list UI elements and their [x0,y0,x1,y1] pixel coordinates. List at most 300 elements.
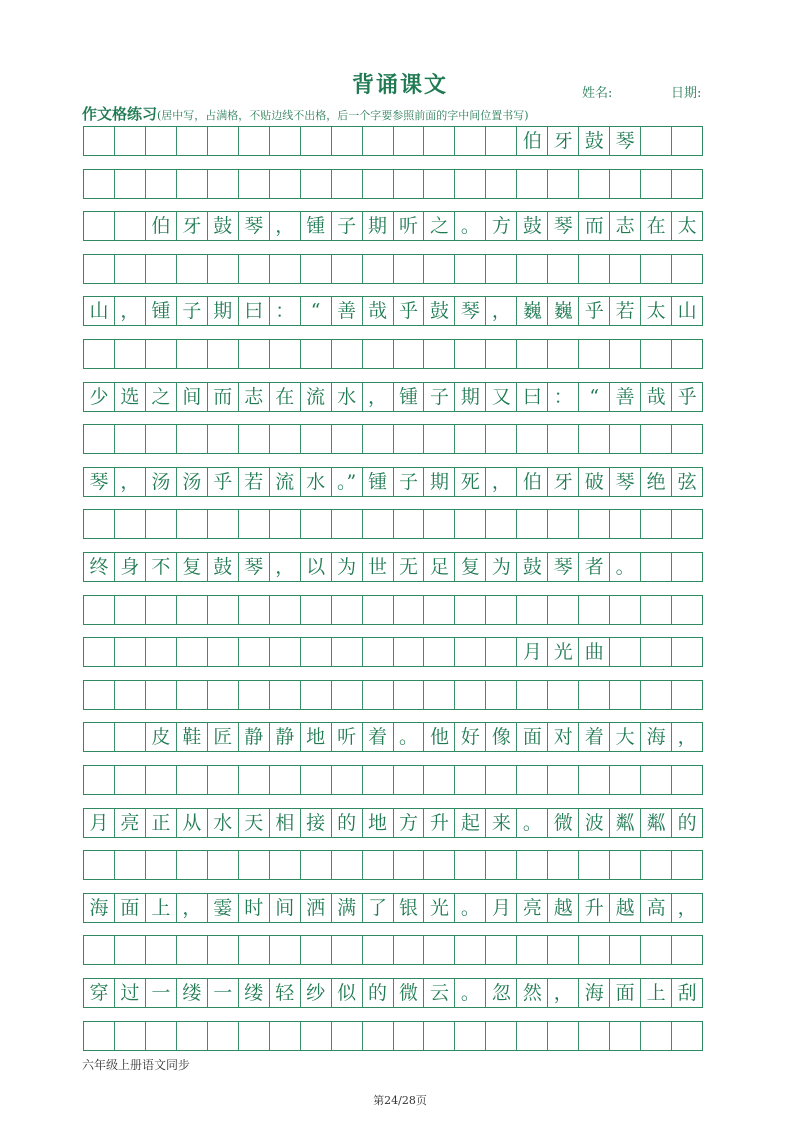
grid-row [83,722,703,752]
grid-cell [486,255,517,283]
grid-cell [579,681,610,709]
grid-cell [177,638,208,666]
grid-cell [270,170,301,198]
grid-cell [610,851,641,879]
grid-cell: 哉 [363,297,394,325]
grid-cell [672,170,702,198]
grid-cell: 轻 [270,979,301,1007]
grid-cell: 期 [208,297,239,325]
grid-cell: 山 [84,297,115,325]
grid-row [83,808,703,838]
grid-cell [455,638,486,666]
grid-cell: 为 [332,553,363,581]
grid-cell: 流 [301,383,332,411]
grid-cell [177,510,208,538]
grid-cell [641,255,672,283]
grid-cell [301,127,332,155]
grid-cell [208,170,239,198]
grid-cell [84,936,115,964]
grid-cell [177,127,208,155]
grid-cell [424,510,455,538]
grid-cell: 正 [146,809,177,837]
grid-cell [486,681,517,709]
grid-cell: 太 [641,297,672,325]
grid-cell: 乎 [579,297,610,325]
grid-cell: 间 [270,894,301,922]
grid-cell: 弦 [677,470,697,493]
grid-cell [84,255,115,283]
grid-row [83,850,703,880]
grid-cell: 越 [610,894,641,922]
grid-cell: 刮 [677,981,697,1004]
grid-cell: 终 [84,553,115,581]
grid-cell: 。 [455,212,486,240]
grid-cell: 面 [610,979,641,1007]
grid-cell: 亮 [517,894,548,922]
grid-cell [115,681,146,709]
grid-cell [610,638,641,666]
grid-cell: 少 [84,383,115,411]
grid-cell: 又 [486,383,517,411]
grid-cell [672,127,702,155]
grid-cell: 期 [424,468,455,496]
grid-cell [455,255,486,283]
grid-cell [301,851,332,879]
grid-cell [115,638,146,666]
grid-cell: 水 [332,383,363,411]
grid-row [83,382,703,412]
grid-cell [672,510,702,538]
grid-cell [84,638,115,666]
grid-cell [239,638,270,666]
grid-cell [641,127,672,155]
grid-cell [394,170,425,198]
grid-cell [424,766,455,794]
grid-cell [146,851,177,879]
grid-cell [455,681,486,709]
grid-cell [301,425,332,453]
grid-cell: 地 [301,723,332,751]
grid-cell [641,681,672,709]
grid-cell [270,936,301,964]
grid-cell: 者 [579,553,610,581]
grid-cell [146,255,177,283]
grid-cell [332,766,363,794]
grid-cell [610,425,641,453]
grid-cell: 若 [610,297,641,325]
grid-cell: 水 [301,468,332,496]
grid-cell [486,638,517,666]
grid-cell: ， [177,894,208,922]
grid-cell [332,340,363,368]
grid-cell [424,936,455,964]
grid-cell [146,936,177,964]
grid-cell: 静 [270,723,301,751]
grid-cell [486,340,517,368]
grid-cell [672,553,702,581]
grid-cell [610,766,641,794]
grid-cell: 。 [394,723,425,751]
grid-cell [363,255,394,283]
grid-cell: 伯 [146,212,177,240]
grid-cell [610,936,641,964]
grid-cell [301,936,332,964]
grid-cell [115,212,146,240]
grid-cell [115,851,146,879]
grid-cell: 一 [208,979,239,1007]
grid-cell [486,766,517,794]
grid-row [83,424,703,454]
grid-cell: 光 [548,638,579,666]
grid-cell: 子 [177,297,208,325]
grid-cell: 鼓 [424,297,455,325]
grid-cell [641,851,672,879]
grid-cell: 鼓 [208,553,239,581]
grid-cell [208,510,239,538]
grid-cell [84,170,115,198]
grid-cell [239,596,270,624]
grid-cell [239,936,270,964]
grid-cell: 缕 [177,979,208,1007]
grid-cell: ， [363,383,394,411]
grid-cell [672,851,702,879]
grid-cell [579,425,610,453]
grid-cell [641,1022,672,1050]
grid-cell [579,596,610,624]
grid-cell: 匠 [208,723,239,751]
grid-cell [641,596,672,624]
grid-cell [579,936,610,964]
grid-cell [239,255,270,283]
grid-cell [208,425,239,453]
grid-cell: 破 [579,468,610,496]
grid-cell [177,596,208,624]
grid-cell: 子 [332,212,363,240]
grid-cell: 像 [486,723,517,751]
grid-cell: 过 [115,979,146,1007]
grid-cell [641,638,672,666]
grid-cell [672,425,702,453]
grid-cell: 云 [424,979,455,1007]
grid-cell [208,681,239,709]
grid-cell [641,340,672,368]
grid-cell: 升 [579,894,610,922]
grid-cell [548,851,579,879]
grid-cell: 高 [641,894,672,922]
name-label: 姓名: [582,86,613,101]
grid-cell [208,638,239,666]
grid-cell [579,340,610,368]
grid-cell [517,766,548,794]
grid-cell [115,1022,146,1050]
grid-cell [641,553,672,581]
grid-row [83,680,703,710]
grid-cell: 听 [332,723,363,751]
grid-cell: 之 [424,212,455,240]
grid-cell [517,936,548,964]
grid-cell: 纱 [301,979,332,1007]
grid-cell [146,1022,177,1050]
grid-cell [486,1022,517,1050]
grid-cell [424,638,455,666]
grid-cell: ： [548,383,579,411]
grid-cell: 然 [517,979,548,1007]
grid-cell [394,638,425,666]
grid-row [83,978,703,1008]
grid-cell [424,255,455,283]
grid-cell [270,851,301,879]
grid-cell: 升 [424,809,455,837]
grid-cell [177,255,208,283]
grid-cell: 鼓 [208,212,239,240]
grid-cell: 太 [677,214,697,237]
grid-cell: 乎 [394,297,425,325]
grid-cell [332,510,363,538]
grid-cell: 锺 [301,212,332,240]
grid-cell: 为 [486,553,517,581]
grid-cell [455,851,486,879]
grid-cell: 的 [677,811,697,834]
grid-row [83,893,703,923]
grid-cell: 世 [363,553,394,581]
grid-cell: 天 [239,809,270,837]
grid-cell [363,170,394,198]
grid-cell: 起 [455,809,486,837]
grid-cell: 的 [363,979,394,1007]
grid-cell [239,170,270,198]
grid-cell [84,127,115,155]
grid-cell [455,936,486,964]
grid-cell: ， [677,896,697,919]
grid-cell [270,255,301,283]
grid-cell: ， [486,468,517,496]
grid-cell [579,851,610,879]
grid-cell: 接 [301,809,332,837]
grid-cell [517,681,548,709]
grid-cell: 琴 [610,127,641,155]
grid-cell: 满 [332,894,363,922]
grid-cell: 月 [84,809,115,837]
grid-cell [208,340,239,368]
grid-cell: 子 [394,468,425,496]
grid-cell: 琴 [548,553,579,581]
grid-cell [517,255,548,283]
grid-cell: “ [579,383,610,411]
grid-cell [548,1022,579,1050]
grid-cell [301,766,332,794]
grid-cell: 月 [486,894,517,922]
grid-cell [208,851,239,879]
grid-cell [239,127,270,155]
grid-cell: 鞋 [177,723,208,751]
grid-cell: 静 [239,723,270,751]
grid-cell: 若 [239,468,270,496]
grid-cell [610,255,641,283]
grid-cell: ， [115,297,146,325]
grid-cell [270,681,301,709]
grid-cell: 忽 [486,979,517,1007]
grid-row [83,552,703,582]
grid-cell: 了 [363,894,394,922]
grid-cell [672,766,702,794]
grid-cell [301,170,332,198]
grid-cell [394,255,425,283]
grid-cell [270,596,301,624]
grid-cell: 锺 [146,297,177,325]
grid-cell: 曰 [517,383,548,411]
grid-cell [115,127,146,155]
grid-cell [177,936,208,964]
grid-cell: 从 [177,809,208,837]
grid-row [83,1021,703,1051]
grid-cell [84,212,115,240]
grid-cell [672,681,702,709]
grid-cell: 。” [332,468,363,496]
grid-cell [115,425,146,453]
grid-cell [270,766,301,794]
grid-cell [146,681,177,709]
grid-cell [672,638,702,666]
exercise-heading [82,103,529,124]
grid-cell: 期 [455,383,486,411]
grid-cell [455,340,486,368]
grid-cell [424,340,455,368]
grid-cell [424,681,455,709]
grid-cell [517,425,548,453]
grid-cell [641,170,672,198]
grid-cell: ， [677,725,697,748]
grid-cell [548,425,579,453]
grid-cell [672,596,702,624]
grid-cell: 银 [394,894,425,922]
grid-row [83,765,703,795]
grid-cell [239,681,270,709]
grid-cell: 地 [363,809,394,837]
grid-cell [146,127,177,155]
grid-cell [270,638,301,666]
grid-row [83,126,703,156]
grid-cell [517,340,548,368]
grid-cell: 以 [301,553,332,581]
grid-cell [548,681,579,709]
grid-cell [146,425,177,453]
grid-cell [394,596,425,624]
grid-cell [332,936,363,964]
grid-cell [332,596,363,624]
grid-cell: 在 [270,383,301,411]
grid-cell: 伯 [517,468,548,496]
grid-cell: 巍 [517,297,548,325]
grid-cell [517,170,548,198]
grid-cell: 微 [394,979,425,1007]
grid-row [83,509,703,539]
grid-cell: 汤 [177,468,208,496]
grid-cell: 死 [455,468,486,496]
grid-cell: 波 [579,809,610,837]
grid-cell [672,936,702,964]
grid-cell [146,638,177,666]
grid-cell [579,255,610,283]
grid-cell [394,340,425,368]
grid-cell [610,340,641,368]
grid-cell: ， [270,212,301,240]
grid-cell: 面 [517,723,548,751]
grid-cell: 而 [579,212,610,240]
grid-cell [84,425,115,453]
grid-cell: 缕 [239,979,270,1007]
grid-cell: 水 [208,809,239,837]
grid-cell [84,766,115,794]
grid-cell [394,681,425,709]
grid-cell: ： [270,297,301,325]
grid-cell [208,127,239,155]
grid-row [83,296,703,326]
grid-cell [177,340,208,368]
grid-cell: 粼 [641,809,672,837]
grid-cell [394,510,425,538]
grid-cell: 穿 [84,979,115,1007]
grid-cell: 锺 [394,383,425,411]
grid-cell: 牙 [548,468,579,496]
grid-cell: 哉 [641,383,672,411]
grid-cell [115,596,146,624]
grid-cell: 微 [548,809,579,837]
grid-cell [455,766,486,794]
grid-cell: 。 [610,553,641,581]
grid-cell: 上 [146,894,177,922]
grid-cell: 大 [610,723,641,751]
grid-cell [455,425,486,453]
grid-cell [455,127,486,155]
grid-cell: 相 [270,809,301,837]
grid-cell [301,596,332,624]
grid-cell [363,851,394,879]
grid-cell [579,170,610,198]
grid-cell: 对 [548,723,579,751]
grid-cell: 粼 [610,809,641,837]
grid-cell [208,596,239,624]
grid-cell [424,170,455,198]
grid-cell [270,425,301,453]
grid-cell [486,851,517,879]
grid-cell: 志 [610,212,641,240]
grid-row [83,637,703,667]
grid-cell: 。 [517,809,548,837]
grid-cell: 复 [455,553,486,581]
grid-cell [332,681,363,709]
grid-cell: 听 [394,212,425,240]
grid-cell: 琴 [455,297,486,325]
grid-cell: 牙 [177,212,208,240]
grid-cell [84,1022,115,1050]
grid-cell [208,1022,239,1050]
grid-cell [84,723,115,751]
grid-cell [177,681,208,709]
grid-row [83,169,703,199]
grid-cell [424,596,455,624]
grid-cell: 着 [579,723,610,751]
grid-cell: 乎 [677,385,697,408]
page-number: 第24/28页 [373,1094,427,1107]
grid-cell [332,851,363,879]
grid-cell [641,936,672,964]
grid-cell [84,681,115,709]
grid-cell [146,766,177,794]
grid-cell: 皮 [146,723,177,751]
grid-cell: 琴 [548,212,579,240]
grid-cell [641,510,672,538]
grid-row [83,211,703,241]
